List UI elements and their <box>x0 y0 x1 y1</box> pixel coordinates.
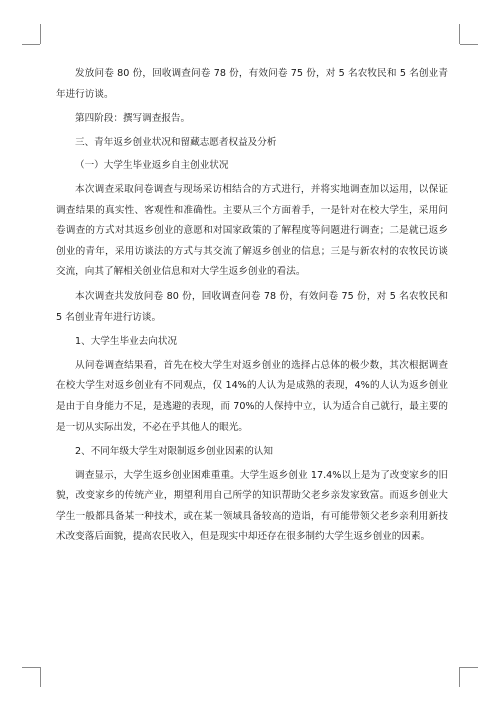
crop-mark-bottom-right-h <box>460 667 478 668</box>
subsection-heading: （一）大学生毕业返乡自主创业状况 <box>75 160 229 172</box>
crop-mark-bottom-right-v <box>459 667 460 687</box>
subsection-heading: 1、大学生毕业去向状况 <box>75 336 178 348</box>
heading-stage-four: 第四阶段：撰写调查报告。 <box>75 113 191 125</box>
subsection-heading: 2、不同年级大学生对限制返乡创业因素的认知 <box>75 446 273 458</box>
crop-mark-bottom-left-h <box>22 667 40 668</box>
paragraph: 发放问卷 80 份，回收调查问卷 78 份，有效问卷 75 份，对 5 名农牧民和 5 名创业青年进行访谈。 <box>56 68 448 100</box>
crop-mark-bottom-left-v <box>40 667 41 687</box>
document-body <box>56 64 448 548</box>
section-heading: 三、青年返乡创业状况和留藏志愿者权益及分析 <box>75 136 277 148</box>
crop-mark-top-left-h <box>22 44 40 45</box>
crop-mark-top-right-v <box>459 24 460 44</box>
paragraph: 本次调查共发放问卷 80 份，回收调查问卷 78 份，有效问卷 75 份，对 5 名农牧民和 5 名创业青年进行访谈。 <box>56 290 448 323</box>
crop-mark-top-left-v <box>40 24 41 44</box>
paragraph: 调查显示，大学生返乡创业困难重重。大学生返乡创业 17.4%以上是为了改变家乡的旧貌，改变家乡的传统产业，期望利用自己所学的知识帮助父老乡亲发家致富。而返乡创业大学生一般都具备某一种技术，或在某一领域具备较高的造诣，有可能带领父老乡亲利用新技术改变落后面貌，提高农民收入，但是现实中却还存在很多制约大学生返乡创业的因素。 <box>56 469 448 543</box>
crop-mark-top-right-h <box>460 44 478 45</box>
paragraph: 从问卷调查结果看，首先在校大学生对返乡创业的选择占总体的极少数，其次根据调查在校大学生对返乡创业有不同观点，仅 14%的人认为是成熟的表现，4%的人认为返乡创业是由于自身能力不足，是逃避的表现，而 70%的人保持中立，认为适合自己就行，最主要的是一切从实际出发，不必在乎其他人的眼光。 <box>56 359 448 433</box>
paragraph: 本次调查采取问卷调查与现场采访相结合的方式进行，并将实地调查加以运用，以保证调查结果的真实性、客观性和准确性。主要从三个方面着手，一是针对在校大学生，采用问卷调查的方式对其返乡创业的意愿和对国家政策的了解程度等问题进行调查；二是就已返乡创业的青年，采用访谈法的方式与其交流了解返乡创业的信息；三是与新农村的农牧民访谈交流，向其了解相关创业信息和对大学生返乡创业的看法。 <box>56 183 448 278</box>
